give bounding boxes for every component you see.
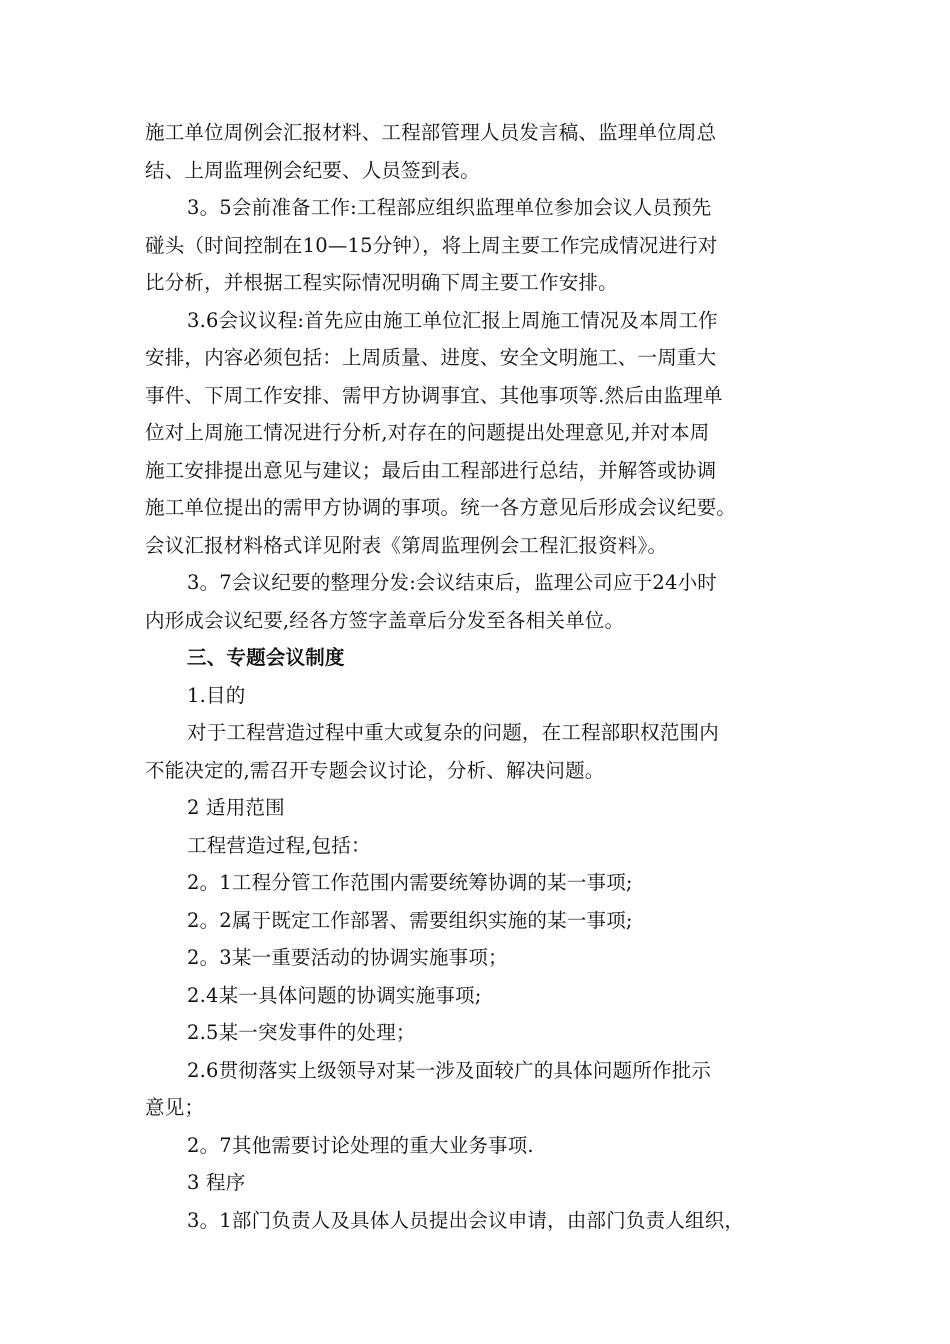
text-line: 施工单位提出的需甲方协调的事项。统一各方意见后形成会议纪要。 [145, 496, 737, 519]
text-line: 工程营造过程,包括： [187, 833, 371, 857]
text-line: 比分析，并根据工程实际情况明确下周主要工作安排。 [145, 271, 618, 294]
text-line: 不能决定的,需召开专题会议讨论，分析、解决问题。 [145, 758, 605, 782]
text-line: 2。7其他需要讨论处理的重大业务事项. [187, 1133, 534, 1157]
text-line: 施工单位周例会汇报材料、工程部管理人员发言稿、监理单位周总 [145, 121, 717, 144]
text-line: 2。2属于既定工作部署、需要组织实施的某一事项; [187, 908, 633, 932]
text-line: 内形成会议纪要,经各方签字盖章后分发至各相关单位。 [145, 608, 625, 632]
text-line: 位对上周施工情况进行分析,对存在的问题提出处理意见,并对本周 [145, 421, 710, 444]
text-line: 2.6贯彻落实上级领导对某一涉及面较广的具体问题所作批示 [187, 1058, 712, 1082]
text-line: 1.目的 [187, 683, 246, 707]
text-line: 对于工程营造过程中重大或复杂的问题，在工程部职权范围内 [187, 721, 719, 744]
text-line: 2。1工程分管工作范围内需要统筹协调的某一事项; [187, 871, 633, 894]
text-line: 2.4某一具体问题的协调实施事项; [187, 983, 482, 1007]
text-line: 2 适用范围 [187, 796, 285, 819]
text-line: 3。7会议纪要的整理分发:会议结束后，监理公司应于24小时 [187, 571, 717, 594]
text-line: 事件、下周工作安排、需甲方协调事宜、其他事项等.然后由监理单 [145, 383, 723, 407]
text-line: 意见； [145, 1096, 205, 1119]
text-line: 碰头（时间控制在10—15分钟），将上周主要工作完成情况进行对 [145, 233, 718, 257]
section-heading: 三、专题会议制度 [187, 646, 345, 669]
text-line: 3.6会议议程:首先应由施工单位汇报上周施工情况及本周工作 [187, 308, 718, 332]
text-line: 安排，内容必须包括：上周质量、进度、安全文明施工、一周重大 [145, 346, 717, 369]
text-line: 3 程序 [187, 1171, 246, 1194]
text-line: 结、上周监理例会纪要、人员签到表。 [145, 158, 480, 182]
text-line: 3。5会前准备工作:工程部应组织监理单位参加会议人员预先 [187, 196, 712, 219]
text-line: 3。1部门负责人及具体人员提出会议申请，由部门负责人组织， [187, 1208, 745, 1232]
text-line: 2.5某一突发事件的处理； [187, 1021, 416, 1044]
text-line: 施工安排提出意见与建议；最后由工程部进行总结，并解答或协调 [145, 458, 717, 482]
document-body [145, 114, 815, 1239]
text-line: 会议汇报材料格式详见附表《第周监理例会工程汇报资料》。 [145, 533, 668, 557]
text-line: 2。3某一重要活动的协调实施事项； [187, 946, 508, 969]
